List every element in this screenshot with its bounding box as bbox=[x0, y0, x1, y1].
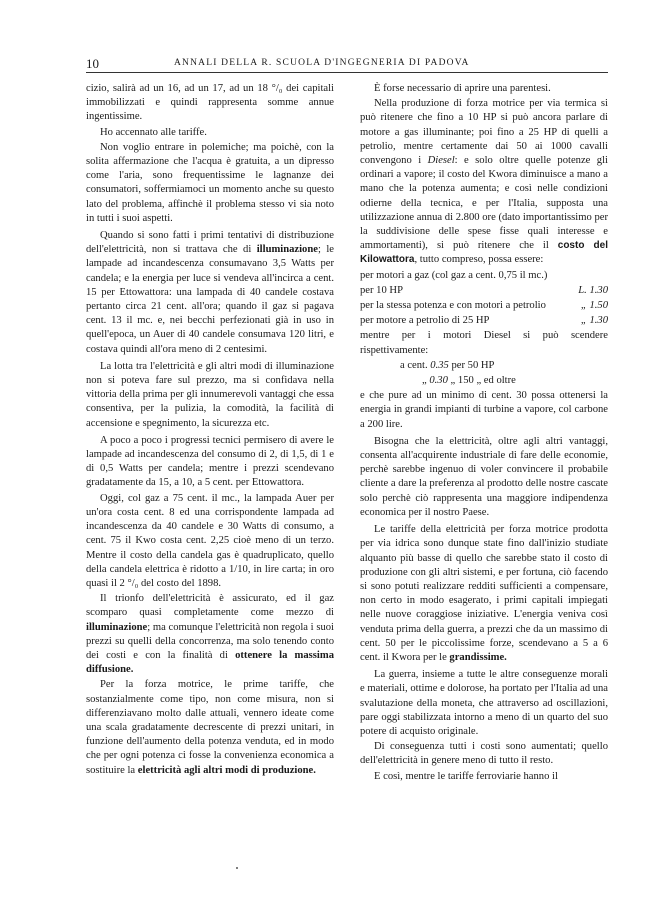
paragraph: La guerra, insieme a tutte le altre conseguenze morali e materiali, ottime e dolorose, ha portato per l'Italia ad una svalutazione della moneta, che attraverso ad oscillazioni, pare oggi stabilizzata intorno a meno di un quarto del suo potere di acquisto originale. bbox=[360, 669, 608, 737]
price-label: per la stessa potenza e con motori a petrolio bbox=[360, 300, 546, 312]
diesel-value: 0.35 bbox=[430, 359, 449, 371]
paragraph-text: ; le lampade ad incandescenza consumavano 3,5 Watts per candela; e la energia per luce si vendeva all'incirca a cent. 15 per Ettowattora: una lampada di 40 candele costava pertanto circa 21 cent. all'ora; quando il gaz si pagava cent. 13 il mc. e, nei becchi perfezionati già in uso in quell'epoca, un Auer di 40 candele consumava 120 litri, e costava quindi all'ora meno di 2 centesimi. bbox=[86, 244, 334, 355]
bold-term: illuminazione bbox=[256, 244, 318, 256]
paragraph bbox=[86, 592, 334, 677]
paragraph: Non voglio entrare in polemiche; ma poichè, con la solita affermazione che l'acqua è gratuita, a un dipresso come l'aria, sono frequentissime le lagnanze dei consumatori, soffermiamoci un momento anche su questo lato del problema, affinchè il problema stesso vi sia noto in tutti i suoi aspetti. bbox=[86, 141, 334, 224]
price-line: mentre per i motori Diesel si può scendere rispettivamente: bbox=[360, 330, 608, 356]
diesel-value: 0.30 bbox=[429, 375, 448, 387]
paragraph-text: Per la forza motrice, le prime tariffe, che sostanzialmente come tipo, non come misura, non si differenziavano molto dalle attuali, vennero ideate come una scala gradatamente decrescente di prezzi unitari, in funzione dell'aumento della potenza venduta, ed in modo che per ogni potenza ci fosse la convenienza economica a sostituire la bbox=[86, 679, 334, 776]
price-label: per 10 HP bbox=[360, 284, 403, 296]
price-value: „ 1.30 bbox=[580, 315, 608, 327]
italic-term: Diesel bbox=[427, 155, 455, 167]
paragraph: Bisogna che la elettricità, oltre agli altri vantaggi, consenta all'acquirente industriale di fare delle economie, perchè sarebbe ingenuo di voler convincere il probabile cliente a dare la preferenza al prodotto delle nostre cascate solo perchè ciò rappresenta una maggiore indipendenza economica per il nostro Paese. bbox=[360, 435, 608, 518]
right-column bbox=[360, 82, 608, 785]
running-title: ANNALI DELLA R. SCUOLA D'INGEGNERIA DI PADOVA bbox=[174, 58, 470, 68]
price-label: per motore a petrolio di 25 HP bbox=[360, 315, 490, 327]
paragraph-text: , tutto compreso, possa essere: bbox=[414, 254, 544, 266]
paragraph: A poco a poco i progressi tecnici permisero di avere le lampade ad incandescenza del consumo di 2, di 1,5, di 1 e di 0,5 Watts per candela; mentre i prezzi scendevano gradatamente da 15, a 10, a 5 cent. per Ettowattora. bbox=[86, 434, 334, 489]
paragraph: Oggi, col gaz a 75 cent. il mc., la lampada Auer per un'ora costa cent. 8 ed una corrispondente lampada ad incandescenza da 40 candele e 30 Watts di consumo, a cent. 75 il Kwo costa cent. 2,25 cioè meno di un terzo. Mentre il costo della candela gas è quadruplicato, quello della candela elettrica è ridotto a 1/10, in lire carta; in oro quasi il 2 °/₀ del costo del 1898. bbox=[86, 492, 334, 589]
price-line bbox=[360, 314, 608, 328]
running-header bbox=[86, 56, 608, 72]
diesel-line bbox=[360, 359, 608, 373]
price-line bbox=[360, 284, 608, 298]
diesel-text: per 50 HP bbox=[448, 359, 495, 371]
paragraph-text: ; ma comunque l'elettricità non regola i suoi prezzi su quelli della concorrenza, ma solo tenendo conto dei costi e con la finalità di bbox=[86, 621, 334, 661]
paragraph-text: Le tariffe della elettricità per forza motrice prodotta per via idrica sono dunque state fino dall'inizio studiate alquanto più basse di quello che sarebbe stato il costo di produzione con gli altri sistemi, e per fortuna, ciò facendo si sono potuti realizzare redditi sufficienti a compensare, non certo in modo esagerato, i primi capitali impiegati nelle nuove coraggiose iniziative. L'energia veniva così venduta prima della guerra, a prezzi che da un massimo di cent. 50 per le piccolissime forze, scendevano a 5 a 6 cent. il Kwora per le bbox=[360, 524, 608, 663]
diesel-line bbox=[360, 374, 608, 388]
price-line bbox=[360, 299, 608, 313]
paragraph-text: : e solo oltre quelle potenze gli ordinari a vapore; il costo del Kwora diminuisce a mano a mano che la potenza aumenta; e così nelle condizioni odierne della tecnica, e per l'Italia, supposta una utilizzazione annua di 2.800 ore (dato importantissimo per la suddivisione delle spese fisse quali interesse e ammortamenti), si può ritenere che il bbox=[360, 155, 608, 252]
bold-term: grandissime. bbox=[449, 651, 507, 663]
bold-term: illuminazione bbox=[86, 621, 148, 633]
bold-term: elettricità agli altri modi di produzione. bbox=[137, 764, 316, 776]
diesel-text: „ bbox=[422, 375, 430, 387]
paragraph bbox=[360, 523, 608, 665]
paragraph-text: Quando si sono fatti i primi tentativi di distribuzione dell'elettricità, non si trattava che di bbox=[86, 230, 334, 256]
paragraph: E così, mentre le tariffe ferroviarie hanno il bbox=[374, 770, 558, 782]
bold-term: ottenere la massima diffusione. bbox=[86, 649, 334, 676]
paragraph bbox=[86, 229, 334, 357]
paragraph: Di conseguenza tutti i costi sono aumentati; quello dell'elettricità in genere meno di tutto il resto. bbox=[360, 741, 608, 767]
paragraph: Ho accennato alle tariffe. bbox=[100, 126, 207, 138]
price-value: „ 1.50 bbox=[580, 300, 608, 312]
paragraph bbox=[360, 97, 608, 267]
paragraph: e che pure ad un minimo di cent. 30 possa ottenersi la energia in grandi impianti di turbine a vapore, col carbone a 200 lire. bbox=[360, 390, 608, 430]
diesel-text: a cent. bbox=[400, 359, 431, 371]
paragraph: La lotta tra l'elettricità e gli altri modi di illuminazione non si poteva fare sul prezzo, ma si confidava nella vittoria della prima per gli innumerevoli vantaggi che essa consentiva, per la pulizia, la comodità, la facilità di accensione e spegnimento, la sicurezza etc. bbox=[86, 360, 334, 429]
left-column bbox=[86, 82, 334, 779]
print-speck bbox=[236, 867, 238, 869]
diesel-text: „ 150 „ ed oltre bbox=[447, 375, 516, 387]
bold-term: costo del Kilowattora bbox=[360, 240, 608, 266]
paragraph-text: Il trionfo dell'elettricità è assicurato, ed il gaz scomparo quasi completamente come mezzo di bbox=[86, 593, 334, 619]
price-value: L. 1.30 bbox=[578, 284, 608, 296]
paragraph bbox=[86, 678, 334, 777]
paragraph: È forse necessario di aprire una parentesi. bbox=[374, 83, 551, 94]
paragraph-text: Nella produzione di forza motrice per via termica si può ritenere che fino a 10 HP si può ancora parlare di motore a gas illuminante; poi fino a 25 HP di quelli a petrolio, mentre certamente dai 50 ai 1000 cavalli convengono i bbox=[360, 98, 608, 167]
paragraph: cizio, salirà ad un 16, ad un 17, ad un 18 °/₀ dei capitali immobilizzati e quindi rappresenta somme annue ingentissime. bbox=[86, 83, 334, 123]
price-line: per motori a gaz (col gaz a cent. 0,75 il mc.) bbox=[360, 269, 548, 281]
header-rule bbox=[86, 72, 608, 73]
page-number: 10 bbox=[86, 56, 99, 71]
